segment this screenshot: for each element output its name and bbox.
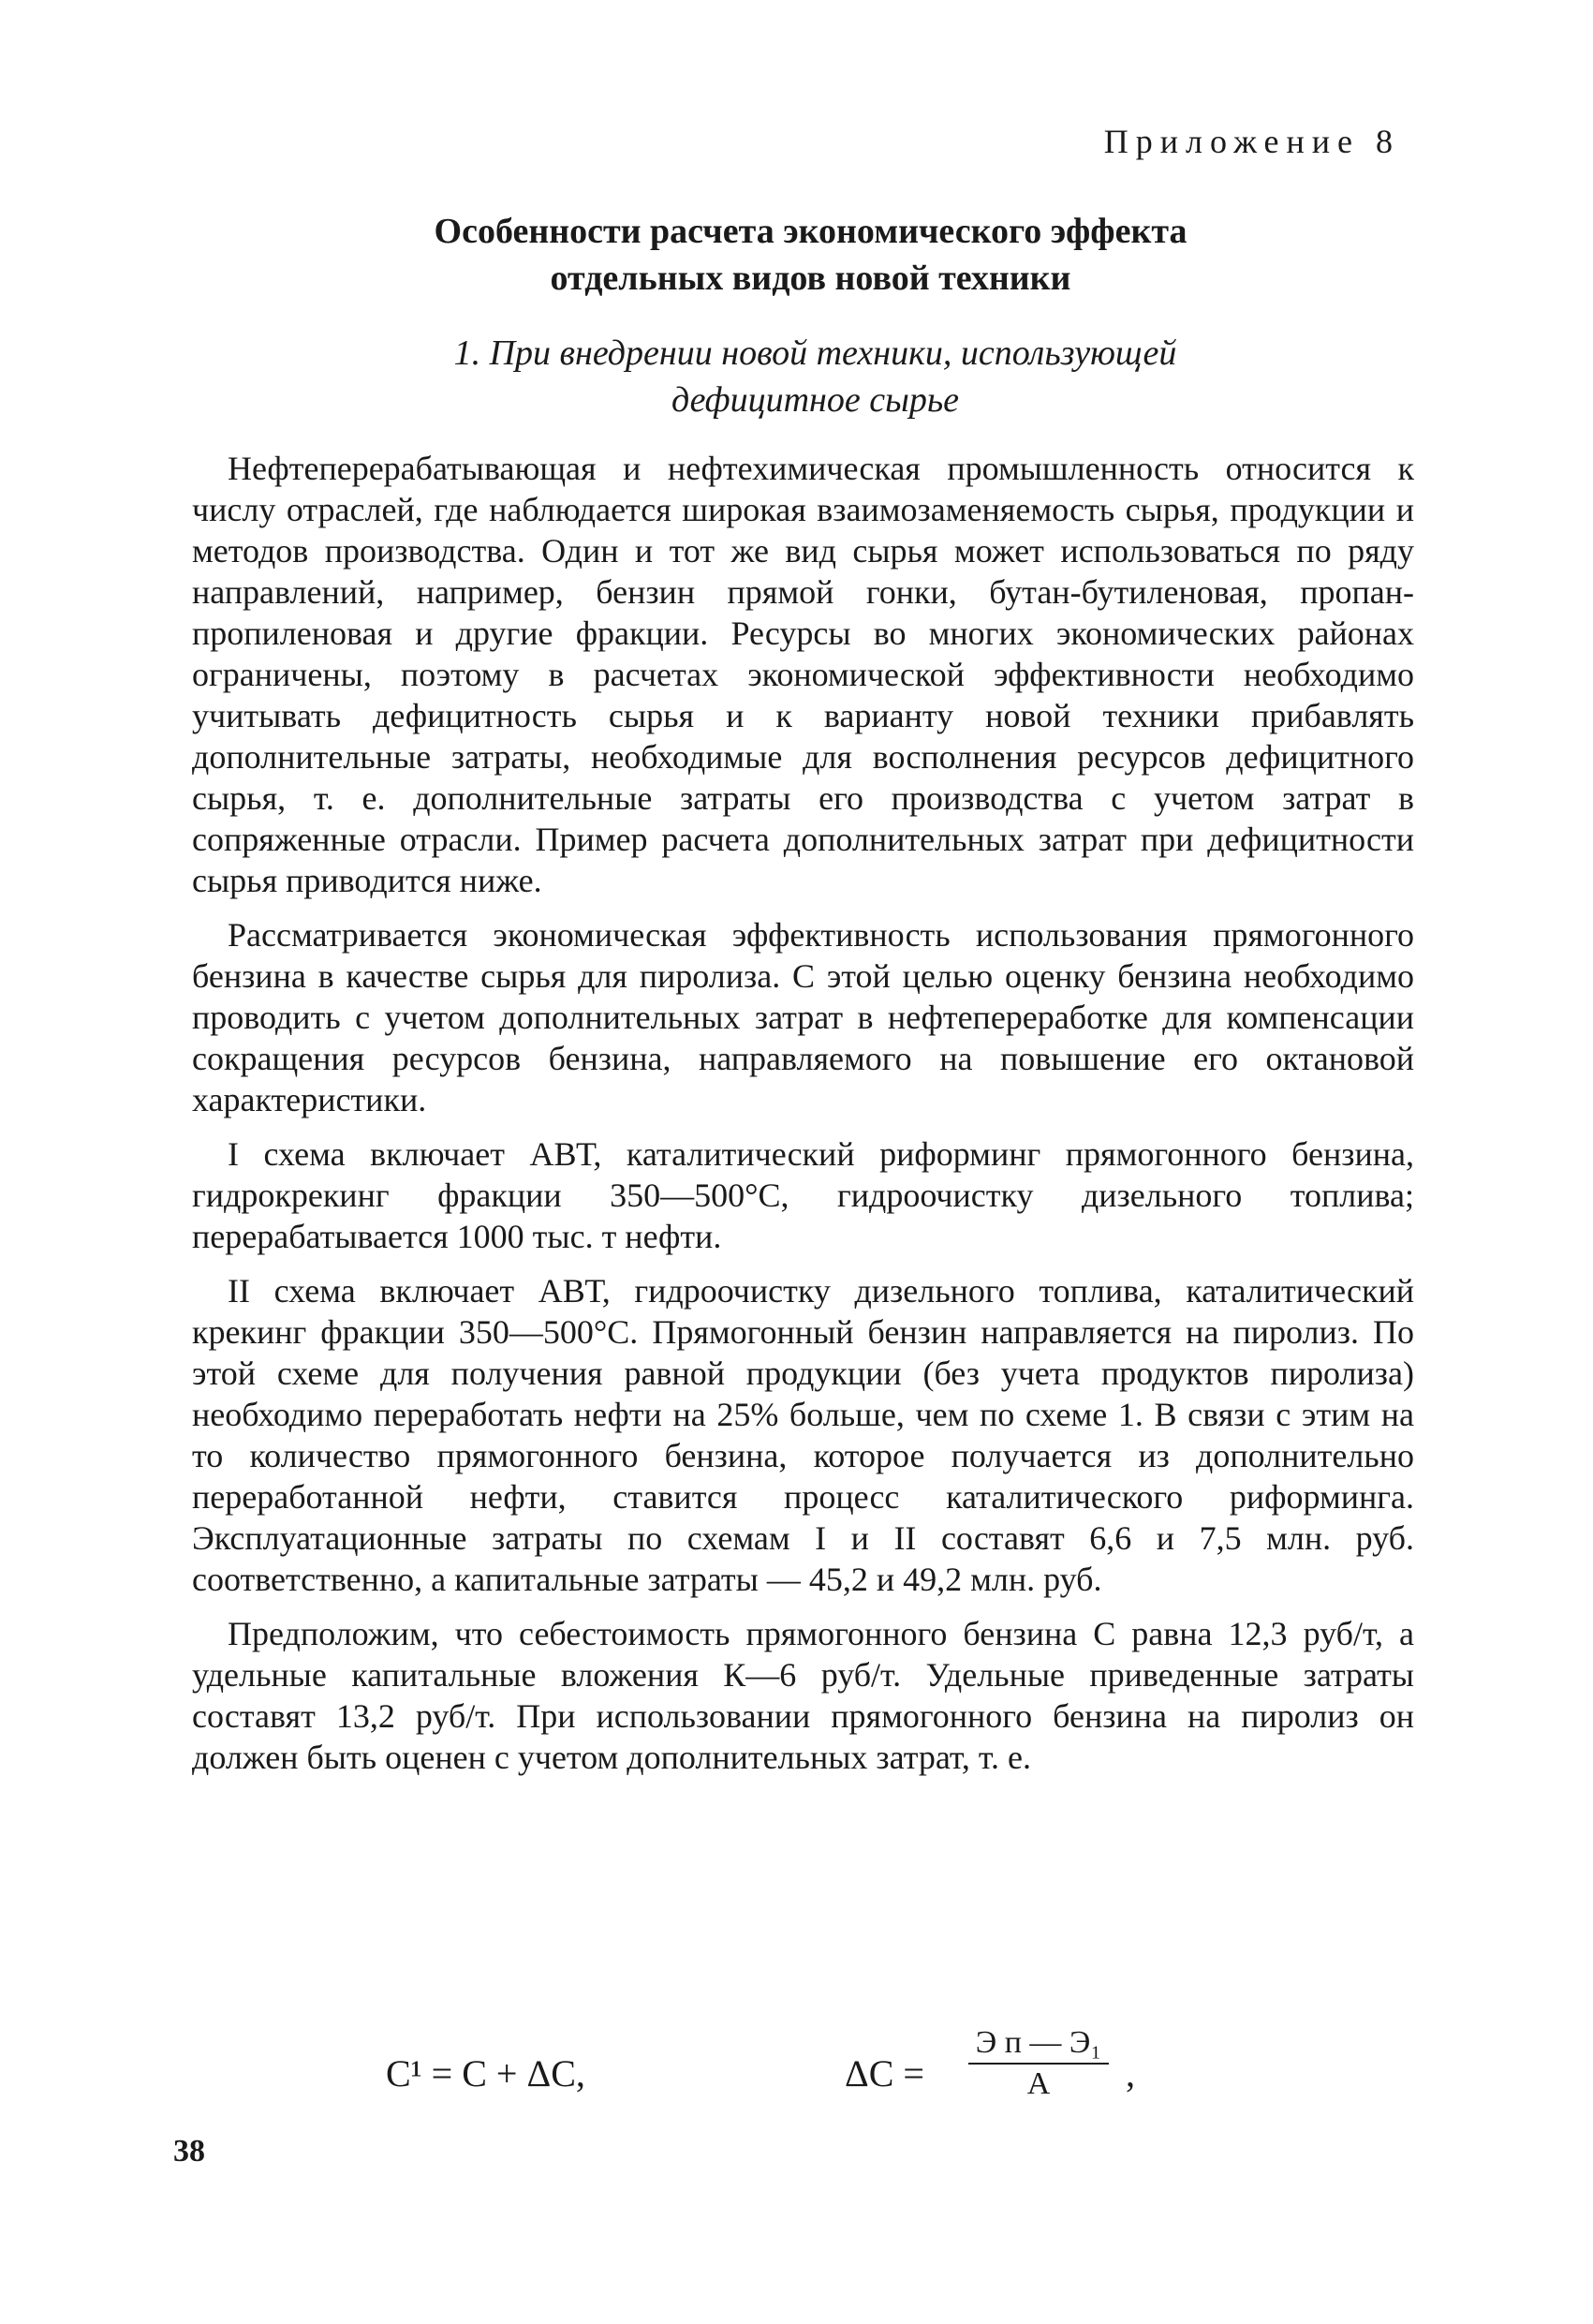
paragraph: Нефтеперерабатывающая и нефтехимическая промышленность относится к числу отраслей, где наблюдается широкая взаимозаменяемость сырья, продукции и методов производства. Один и тот же вид сырья может использоваться по ряду направлений, например, бензин прямой гонки, бутан-бутиленовая, пропан-пропиленовая и другие фракции. Ресурсы во многих экономических районах ограничены, поэтому в расчетах экономической эффективности необходимо учитывать дефицитность сырья и к варианту новой техники прибавлять дополнительные затраты, необходимые для восполнения ресурсов дефицитного сырья, т. е. дополнительные затраты его производства с учетом затрат в сопряженные отрасли. Пример расчета дополнительных затрат при дефицитности сырья приводится ниже. bbox=[192, 450, 1414, 899]
formula-delta: ΔС = bbox=[845, 2052, 924, 2095]
section-heading-line-2: дефицитное сырье bbox=[671, 380, 959, 420]
fraction-numerator: Э п — Э₁ bbox=[968, 2025, 1109, 2065]
page-number: 38 bbox=[173, 2134, 205, 2169]
section-heading-line-1: 1. При внедрении новой техники, использующей bbox=[453, 333, 1177, 373]
page-title bbox=[0, 208, 1593, 302]
paragraph: I схема включает АВТ, каталитический риформинг прямогонного бензина, гидрокрекинг фракции 350—500°С, гидроочистку дизельного топлива; перерабатывается 1000 тыс. т нефти. bbox=[192, 1135, 1414, 1255]
title-line-2: отдельных видов новой техники bbox=[550, 259, 1071, 298]
paragraph: Рассматривается экономическая эффективность использования прямогонного бензина в качестве сырья для пиролиза. С этой целью оценку бензина необходимо проводить с учетом дополнительных затрат в нефтепереработке для компенсации сокращения ресурсов бензина, направляемого на повышение его октановой характеристики. bbox=[192, 916, 1414, 1118]
formula bbox=[386, 2025, 1229, 2119]
formula-cost: С¹ = С + ΔС, bbox=[386, 2052, 585, 2095]
title-line-1: Особенности расчета экономического эффекта bbox=[434, 212, 1187, 251]
formula-comma: , bbox=[1126, 2052, 1135, 2095]
paragraph: Предположим, что себестоимость прямогонного бензина С равна 12,3 руб/т, а удельные капитальные вложения К—6 руб/т. Удельные приведенные затраты составят 13,2 руб/т. При использовании прямогонного бензина на пиролиз он должен быть оценен с учетом дополнительных затрат, т. е. bbox=[192, 1615, 1414, 1776]
fraction-denominator: А bbox=[1026, 2066, 1051, 2101]
paragraph: II схема включает АВТ, гидроочистку дизельного топлива, каталитический крекинг фракции 350—500°С. Прямогонный бензин направляется на пиролиз. По этой схеме для получения равной продукции (без учета продуктов пиролиза) необходимо переработать нефти на 25% больше, чем по схеме 1. В связи с этим на то количество прямогонного бензина, которое получается из дополнительно переработанной нефти, ставится процесс каталитического риформинга. Эксплуатационные затраты по схемам I и II составят 6,6 и 7,5 млн. руб. соответственно, а капитальные затраты — 45,2 и 49,2 млн. руб. bbox=[192, 1272, 1414, 1598]
body-text bbox=[192, 448, 1414, 1791]
formula-fraction bbox=[968, 2025, 1109, 2102]
section-heading bbox=[0, 330, 1593, 423]
appendix-label: Приложение 8 bbox=[1103, 123, 1400, 160]
